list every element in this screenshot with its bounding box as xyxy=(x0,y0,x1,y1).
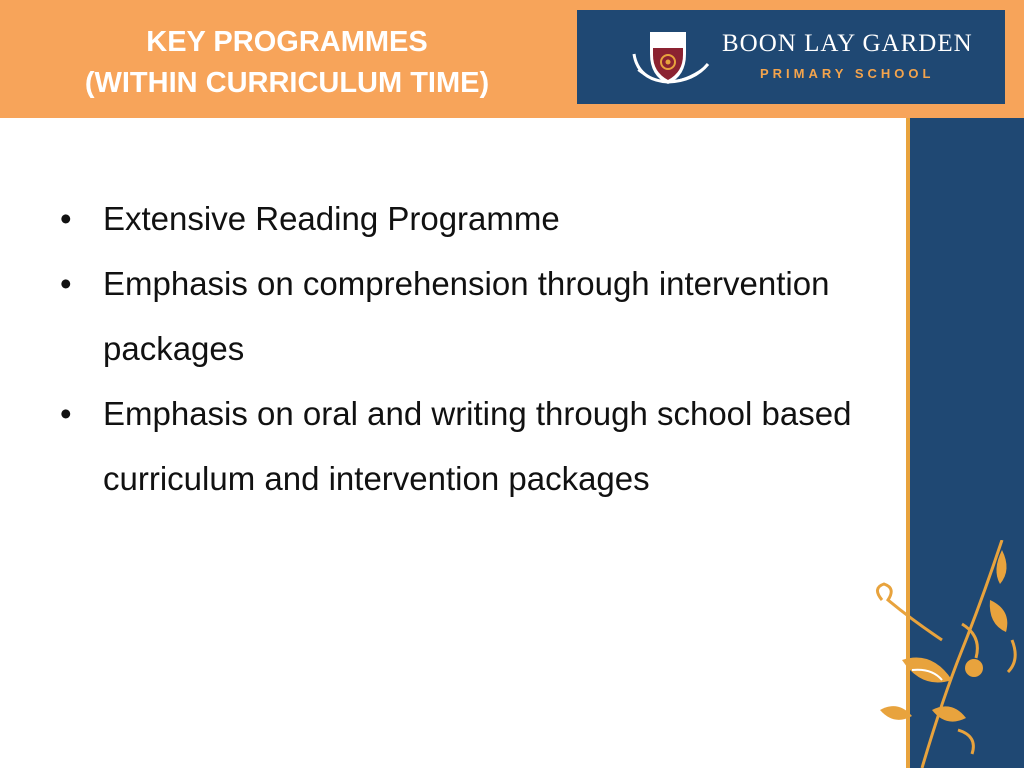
bullet-item xyxy=(60,251,900,381)
bullet-text: Emphasis on oral and writing through school based curriculum and intervention packages xyxy=(103,395,852,497)
school-name: BOON LAY GARDEN xyxy=(722,30,973,57)
bullet-text: Emphasis on comprehension through intervention packages xyxy=(103,265,830,367)
bullet-dot: • xyxy=(60,395,72,432)
bullet-dot: • xyxy=(60,200,72,237)
school-crest-icon xyxy=(628,24,718,90)
slide-title xyxy=(0,22,574,104)
title-box xyxy=(0,0,574,118)
bullet-item xyxy=(60,381,900,511)
floral-ornament-icon xyxy=(862,540,1024,768)
bullet-dot: • xyxy=(60,265,72,302)
bullet-list xyxy=(60,186,900,511)
title-line-1: KEY PROGRAMMES xyxy=(146,26,428,58)
school-subtitle: PRIMARY SCHOOL xyxy=(760,66,935,81)
bullet-text: Extensive Reading Programme xyxy=(103,200,560,237)
bullet-item xyxy=(60,186,900,251)
title-line-2: (WITHIN CURRICULUM TIME) xyxy=(84,67,490,99)
